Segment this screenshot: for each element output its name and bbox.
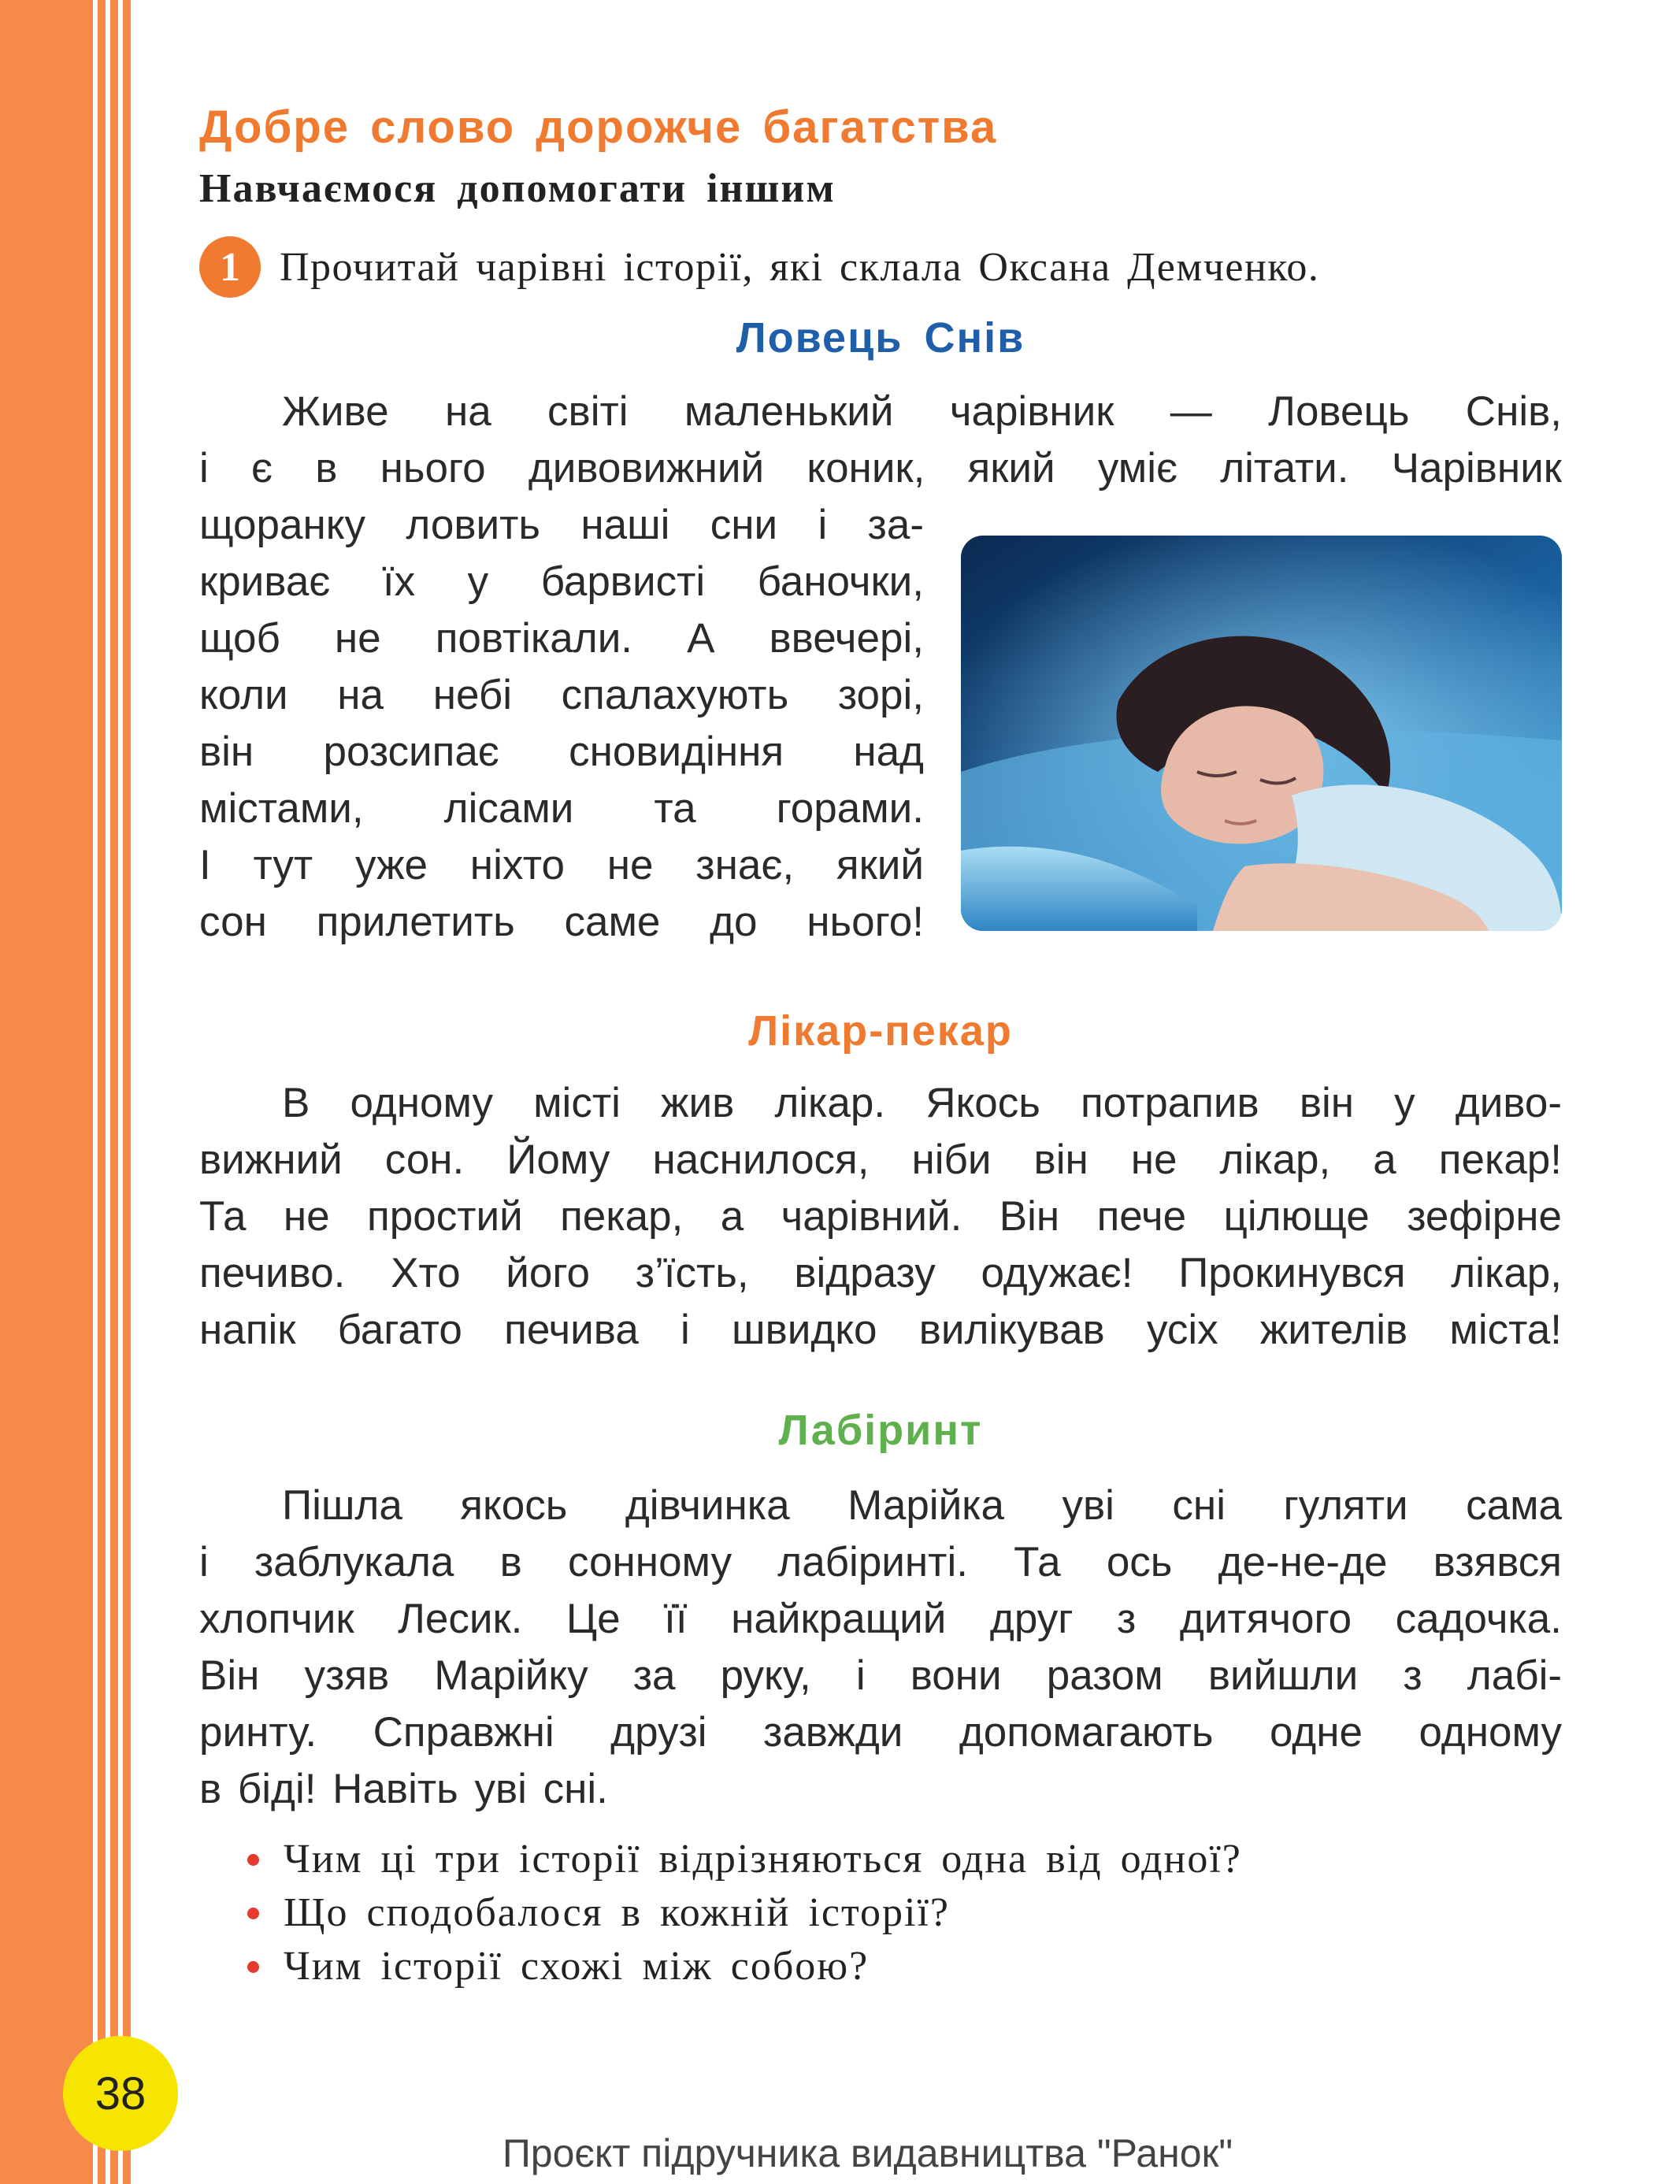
- page-title: Добре слово дорожче багатства: [199, 102, 998, 153]
- story-1-intro: [199, 384, 1562, 497]
- text-line: коли на небі спалахують зорі,: [199, 672, 924, 718]
- left-margin-stripes: [0, 0, 140, 2184]
- task-number-badge: 1: [199, 236, 261, 298]
- task-instruction: Прочитай чарівні історії, які склала Оксана Демченко.: [280, 244, 1320, 290]
- text-line: він розсипає сновидіння над: [199, 729, 924, 775]
- text-line: В одному місті жив лікар. Якось потрапив він у диво-: [282, 1080, 1562, 1126]
- text-line: і є в нього дивовижний коник, який уміє літати. Чарівник: [199, 445, 1562, 491]
- text-line: щоб не повтікали. А ввечері,: [199, 615, 924, 662]
- story-3-body: [199, 1478, 1562, 1818]
- text-line: Та не простий пекар, а чарівний. Він пече цілюще зефірне: [199, 1193, 1562, 1240]
- text-line: в біді! Навіть уві сні.: [199, 1766, 608, 1812]
- text-line: Живе на світі маленький чарівник — Ловець Снів,: [282, 388, 1562, 435]
- text-line: і заблукала в сонному лабіринті. Та ось де-не-де взявся: [199, 1539, 1562, 1585]
- story-1-body: [199, 497, 924, 951]
- text-line: хлопчик Лесик. Це її найкращий друг з дитячого садочка.: [199, 1596, 1562, 1642]
- task-1: [199, 236, 1562, 298]
- text-line: щоранку ловить наші сни і за-: [199, 502, 924, 548]
- text-line: напік багато печива і швидко вилікував усіх жителів міста!: [199, 1307, 1562, 1353]
- story-title-doctor-baker: Лікар-пекар: [748, 1007, 1013, 1055]
- text-line: вижний сон. Йому наснилося, ніби він не лікар, а пекар!: [199, 1136, 1562, 1183]
- text-line: Він узяв Марійку за руку, і вони разом вийшли з лабі-: [199, 1652, 1562, 1699]
- question-item: Чим ці три історії відрізняються одна від одної?: [284, 1833, 1242, 1886]
- text-line: містами, лісами та горами.: [199, 785, 924, 832]
- text-line: І тут уже ніхто не знає, який: [199, 842, 924, 888]
- text-line: ринту. Справжні друзі завжди допомагають одне одному: [199, 1709, 1562, 1756]
- text-line: криває їх у барвисті баночки,: [199, 558, 924, 605]
- story-title-labyrinth: Лабіринт: [778, 1407, 983, 1454]
- text-line: печиво. Хто його з’їсть, відразу одужає! Прокинувся лікар,: [199, 1250, 1562, 1296]
- discussion-questions: [284, 1833, 1242, 1993]
- story-2-body: [199, 1075, 1562, 1359]
- text-line: сон прилетить саме до нього!: [199, 899, 924, 945]
- page-number-badge: 38: [63, 2036, 178, 2151]
- question-item: Чим історії схожі між собою?: [284, 1940, 1242, 1993]
- text-line: Пішла якось дівчинка Марійка уві сні гуляти сама: [282, 1482, 1562, 1529]
- page-subtitle: Навчаємося допомогати іншим: [199, 166, 836, 211]
- story-title-dream-catcher: Ловець Снів: [736, 314, 1025, 362]
- question-item: Що сподобалося в кожній історії?: [284, 1886, 1242, 1940]
- footer-note: Проєкт підручника видавництва "Ранок": [502, 2131, 1233, 2175]
- sleeping-woman-photo: [961, 536, 1562, 931]
